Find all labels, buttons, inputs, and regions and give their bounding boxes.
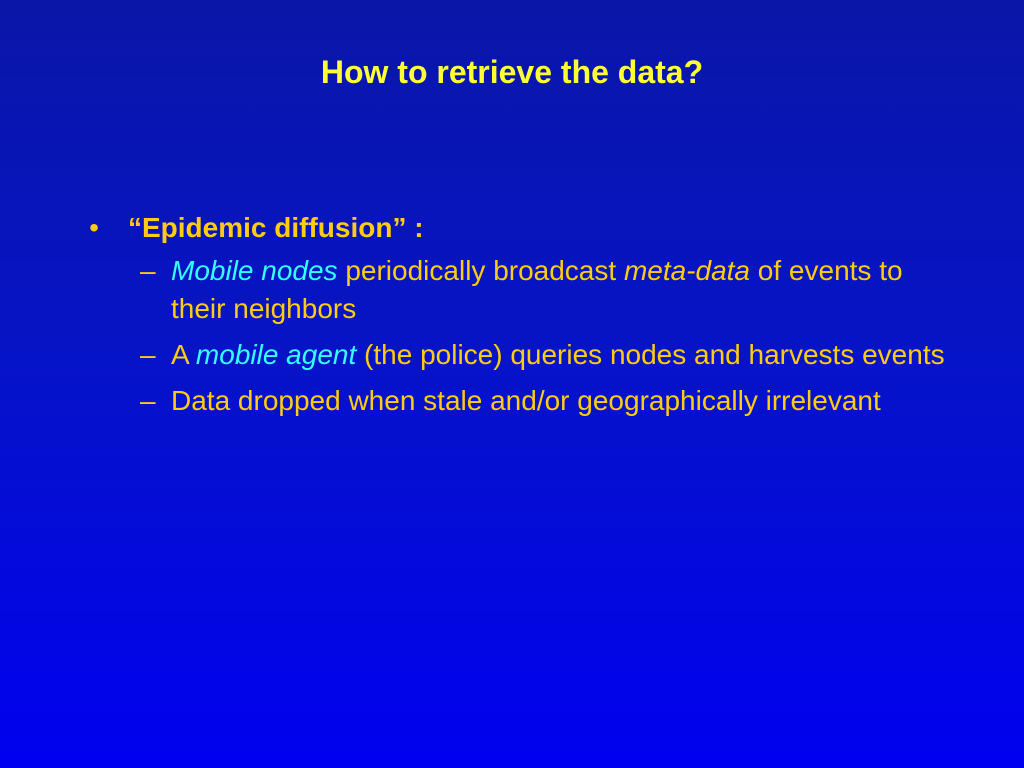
term-mobile-nodes: Mobile nodes xyxy=(171,255,338,286)
term-meta-data: meta-data xyxy=(623,255,751,286)
sub-bullet-list xyxy=(84,252,964,420)
dash-marker: – xyxy=(140,255,156,286)
sub-bullet-text: periodically broadcast xyxy=(337,255,624,286)
slide-content xyxy=(84,208,964,428)
sub-bullet-text: Data dropped when stale and/or geographically irrelevant xyxy=(171,385,881,416)
sub-bullet-text: (the police) queries nodes and harvests events xyxy=(356,339,945,370)
bullet-marker: • xyxy=(89,212,99,243)
slide-title: How to retrieve the data? xyxy=(320,54,704,90)
sub-bullet-broadcast xyxy=(84,252,964,328)
sub-bullet-data-dropped xyxy=(84,382,964,420)
term-mobile-agent: mobile agent xyxy=(195,339,357,370)
bullet-text: “Epidemic diffusion” : xyxy=(128,212,424,243)
dash-marker: – xyxy=(140,339,156,370)
sub-bullet-text: A xyxy=(171,339,196,370)
bullet-epidemic-diffusion xyxy=(84,208,964,248)
dash-marker: – xyxy=(140,385,156,416)
sub-bullet-text: of events to their neighbors xyxy=(171,255,903,324)
sub-bullet-mobile-agent xyxy=(84,336,964,374)
